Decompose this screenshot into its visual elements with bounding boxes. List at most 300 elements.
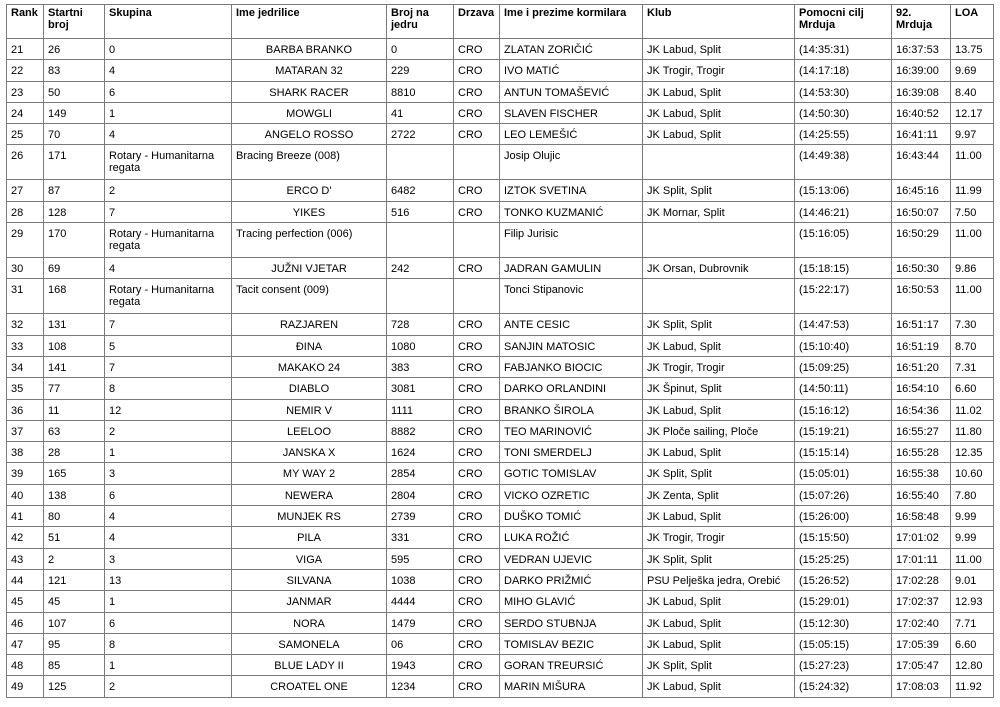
cell-aux-finish: (15:07:26) (795, 484, 892, 505)
header-row (7, 5, 994, 39)
cell-club: JK Labud, Split (643, 124, 795, 145)
cell-finish-time: 16:55:27 (892, 420, 951, 441)
cell-sail-number: 6482 (387, 180, 454, 201)
cell-club (643, 279, 795, 314)
cell-club: JK Labud, Split (643, 39, 795, 60)
cell-loa: 13.75 (951, 39, 994, 60)
cell-boat-name: CROATEL ONE (232, 676, 387, 697)
cell-helmsman: GORAN TREURSIĆ (500, 655, 643, 676)
cell-group: 8 (105, 633, 232, 654)
cell-group: 4 (105, 124, 232, 145)
cell-loa: 12.93 (951, 591, 994, 612)
cell-boat-name: Tacit consent (009) (232, 279, 387, 314)
cell-country: CRO (454, 676, 500, 697)
cell-sail-number: 2739 (387, 506, 454, 527)
cell-group: 6 (105, 484, 232, 505)
cell-helmsman: LUKA ROŽIĆ (500, 527, 643, 548)
cell-start-number: 171 (44, 145, 105, 180)
cell-group: 7 (105, 356, 232, 377)
cell-sail-number: 3081 (387, 378, 454, 399)
cell-loa: 7.50 (951, 201, 994, 222)
cell-club: JK Labud, Split (643, 81, 795, 102)
table-row (7, 506, 994, 527)
cell-rank: 37 (7, 420, 44, 441)
cell-finish-time: 16:41:11 (892, 124, 951, 145)
cell-helmsman: MIHO GLAVIĆ (500, 591, 643, 612)
header-club: Klub (643, 5, 795, 39)
cell-country: CRO (454, 124, 500, 145)
cell-finish-time: 16:55:28 (892, 442, 951, 463)
cell-sail-number: 2722 (387, 124, 454, 145)
cell-aux-finish: (14:46:21) (795, 201, 892, 222)
table-row (7, 569, 994, 590)
table-row (7, 81, 994, 102)
cell-helmsman: JADRAN GAMULIN (500, 258, 643, 279)
cell-club (643, 145, 795, 180)
cell-rank: 32 (7, 314, 44, 335)
cell-country: CRO (454, 60, 500, 81)
cell-sail-number: 1624 (387, 442, 454, 463)
cell-sail-number: 728 (387, 314, 454, 335)
cell-aux-finish: (15:25:25) (795, 548, 892, 569)
cell-country: CRO (454, 81, 500, 102)
cell-sail-number (387, 279, 454, 314)
cell-club: PSU Pelješka jedra, Orebić (643, 569, 795, 590)
cell-country: CRO (454, 612, 500, 633)
cell-country: CRO (454, 655, 500, 676)
cell-start-number: 131 (44, 314, 105, 335)
cell-start-number: 165 (44, 463, 105, 484)
cell-country: CRO (454, 314, 500, 335)
cell-aux-finish: (14:53:30) (795, 81, 892, 102)
cell-helmsman: DUŠKO TOMIĆ (500, 506, 643, 527)
cell-country (454, 145, 500, 180)
cell-aux-finish: (14:35:31) (795, 39, 892, 60)
cell-helmsman: TOMISLAV BEZIC (500, 633, 643, 654)
cell-finish-time: 16:54:10 (892, 378, 951, 399)
cell-aux-finish: (15:12:30) (795, 612, 892, 633)
cell-loa: 11.92 (951, 676, 994, 697)
cell-country: CRO (454, 463, 500, 484)
cell-club: JK Labud, Split (643, 612, 795, 633)
header-start-number: Startni broj (44, 5, 105, 39)
cell-loa: 9.86 (951, 258, 994, 279)
cell-rank: 34 (7, 356, 44, 377)
cell-finish-time: 16:58:48 (892, 506, 951, 527)
cell-country: CRO (454, 591, 500, 612)
results-table (6, 4, 994, 698)
table-row (7, 180, 994, 201)
cell-rank: 44 (7, 569, 44, 590)
cell-club: JK Labud, Split (643, 399, 795, 420)
cell-country: CRO (454, 569, 500, 590)
cell-start-number: 138 (44, 484, 105, 505)
cell-group: 0 (105, 39, 232, 60)
cell-sail-number: 06 (387, 633, 454, 654)
header-loa: LOA (951, 5, 994, 39)
cell-helmsman: Tonci Stipanovic (500, 279, 643, 314)
cell-start-number: 108 (44, 335, 105, 356)
cell-rank: 49 (7, 676, 44, 697)
cell-aux-finish: (15:26:00) (795, 506, 892, 527)
cell-boat-name: SILVANA (232, 569, 387, 590)
cell-aux-finish: (15:26:52) (795, 569, 892, 590)
cell-sail-number: 1479 (387, 612, 454, 633)
cell-sail-number: 2854 (387, 463, 454, 484)
cell-aux-finish: (14:47:53) (795, 314, 892, 335)
cell-group: 2 (105, 676, 232, 697)
cell-finish-time: 16:39:00 (892, 60, 951, 81)
cell-rank: 31 (7, 279, 44, 314)
cell-loa: 7.31 (951, 356, 994, 377)
cell-boat-name: YIKES (232, 201, 387, 222)
cell-helmsman: SANJIN MATOSIC (500, 335, 643, 356)
cell-boat-name: PILA (232, 527, 387, 548)
cell-club: JK Split, Split (643, 655, 795, 676)
cell-group: 6 (105, 81, 232, 102)
table-row (7, 60, 994, 81)
cell-rank: 25 (7, 124, 44, 145)
cell-group: 1 (105, 102, 232, 123)
cell-start-number: 69 (44, 258, 105, 279)
cell-finish-time: 16:37:53 (892, 39, 951, 60)
cell-sail-number: 229 (387, 60, 454, 81)
cell-country: CRO (454, 335, 500, 356)
cell-group: 4 (105, 506, 232, 527)
cell-group: 13 (105, 569, 232, 590)
cell-aux-finish: (15:15:50) (795, 527, 892, 548)
table-row (7, 102, 994, 123)
cell-helmsman: VEDRAN UJEVIC (500, 548, 643, 569)
cell-finish-time: 16:55:40 (892, 484, 951, 505)
cell-club: JK Split, Split (643, 314, 795, 335)
cell-rank: 40 (7, 484, 44, 505)
cell-group: 7 (105, 314, 232, 335)
cell-club: JK Labud, Split (643, 335, 795, 356)
cell-club: JK Trogir, Trogir (643, 356, 795, 377)
header-sail-number: Broj na jedru (387, 5, 454, 39)
cell-club: JK Trogir, Trogir (643, 60, 795, 81)
cell-rank: 43 (7, 548, 44, 569)
cell-aux-finish: (14:49:38) (795, 145, 892, 180)
cell-start-number: 77 (44, 378, 105, 399)
cell-finish-time: 16:40:52 (892, 102, 951, 123)
cell-finish-time: 17:02:28 (892, 569, 951, 590)
cell-sail-number: 331 (387, 527, 454, 548)
cell-group: Rotary - Humanitarna regata (105, 145, 232, 180)
cell-club: JK Split, Split (643, 548, 795, 569)
cell-helmsman: MARIN MIŠURA (500, 676, 643, 697)
header-country: Drzava (454, 5, 500, 39)
cell-rank: 35 (7, 378, 44, 399)
cell-country: CRO (454, 180, 500, 201)
cell-boat-name: JANSKA X (232, 442, 387, 463)
table-row (7, 356, 994, 377)
cell-aux-finish: (15:16:12) (795, 399, 892, 420)
cell-group: 6 (105, 612, 232, 633)
cell-sail-number (387, 145, 454, 180)
cell-boat-name: RAZJAREN (232, 314, 387, 335)
cell-helmsman: TEO MARINOVIĆ (500, 420, 643, 441)
cell-country: CRO (454, 484, 500, 505)
cell-helmsman: SERDO STUBNJA (500, 612, 643, 633)
cell-aux-finish: (15:15:14) (795, 442, 892, 463)
header-boat-name: Ime jedrilice (232, 5, 387, 39)
cell-sail-number: 1080 (387, 335, 454, 356)
cell-boat-name: NEWERA (232, 484, 387, 505)
cell-country: CRO (454, 420, 500, 441)
cell-club: JK Špinut, Split (643, 378, 795, 399)
cell-loa: 8.70 (951, 335, 994, 356)
cell-rank: 26 (7, 145, 44, 180)
cell-helmsman: IVO MATIĆ (500, 60, 643, 81)
table-row (7, 676, 994, 697)
cell-country: CRO (454, 201, 500, 222)
cell-aux-finish: (15:16:05) (795, 223, 892, 258)
cell-country: CRO (454, 102, 500, 123)
cell-helmsman: DARKO PRIŽMIĆ (500, 569, 643, 590)
cell-aux-finish: (14:17:18) (795, 60, 892, 81)
table-row (7, 258, 994, 279)
table-row (7, 463, 994, 484)
table-row (7, 527, 994, 548)
cell-group: 2 (105, 420, 232, 441)
cell-finish-time: 17:05:39 (892, 633, 951, 654)
cell-sail-number: 8882 (387, 420, 454, 441)
table-row (7, 420, 994, 441)
cell-aux-finish: (15:24:32) (795, 676, 892, 697)
cell-sail-number: 0 (387, 39, 454, 60)
cell-boat-name: VIGA (232, 548, 387, 569)
cell-loa: 7.71 (951, 612, 994, 633)
cell-boat-name: MOWGLI (232, 102, 387, 123)
cell-start-number: 168 (44, 279, 105, 314)
cell-rank: 23 (7, 81, 44, 102)
table-row (7, 548, 994, 569)
cell-loa: 9.01 (951, 569, 994, 590)
cell-rank: 46 (7, 612, 44, 633)
cell-aux-finish: (15:13:06) (795, 180, 892, 201)
cell-sail-number: 1234 (387, 676, 454, 697)
cell-group: 8 (105, 378, 232, 399)
cell-group: 12 (105, 399, 232, 420)
table-row (7, 378, 994, 399)
cell-country: CRO (454, 356, 500, 377)
table-row (7, 335, 994, 356)
cell-finish-time: 17:02:37 (892, 591, 951, 612)
cell-club: JK Labud, Split (643, 442, 795, 463)
cell-loa: 10.60 (951, 463, 994, 484)
cell-sail-number: 1943 (387, 655, 454, 676)
cell-group: 4 (105, 527, 232, 548)
cell-loa: 9.97 (951, 124, 994, 145)
cell-boat-name: MY WAY 2 (232, 463, 387, 484)
cell-start-number: 80 (44, 506, 105, 527)
cell-club: JK Labud, Split (643, 676, 795, 697)
cell-aux-finish: (15:05:15) (795, 633, 892, 654)
cell-group: Rotary - Humanitarna regata (105, 279, 232, 314)
cell-club: JK Labud, Split (643, 506, 795, 527)
cell-group: 7 (105, 201, 232, 222)
cell-start-number: 95 (44, 633, 105, 654)
cell-rank: 30 (7, 258, 44, 279)
cell-boat-name: ANGELO ROSSO (232, 124, 387, 145)
cell-start-number: 107 (44, 612, 105, 633)
table-row (7, 223, 994, 258)
cell-group: 5 (105, 335, 232, 356)
cell-country: CRO (454, 633, 500, 654)
cell-finish-time: 16:50:30 (892, 258, 951, 279)
cell-club: JK Orsan, Dubrovnik (643, 258, 795, 279)
cell-aux-finish: (15:22:17) (795, 279, 892, 314)
table-row (7, 39, 994, 60)
cell-group: 1 (105, 591, 232, 612)
cell-aux-finish: (15:27:23) (795, 655, 892, 676)
cell-start-number: 26 (44, 39, 105, 60)
cell-loa: 11.00 (951, 223, 994, 258)
header-helmsman: Ime i prezime kormilara (500, 5, 643, 39)
cell-start-number: 128 (44, 201, 105, 222)
cell-finish-time: 17:08:03 (892, 676, 951, 697)
table-row (7, 145, 994, 180)
cell-club: JK Ploče sailing, Ploče (643, 420, 795, 441)
cell-boat-name: BLUE LADY II (232, 655, 387, 676)
cell-start-number: 83 (44, 60, 105, 81)
cell-country: CRO (454, 378, 500, 399)
table-row (7, 612, 994, 633)
cell-aux-finish: (14:50:11) (795, 378, 892, 399)
cell-start-number: 70 (44, 124, 105, 145)
cell-boat-name: BARBA BRANKO (232, 39, 387, 60)
cell-boat-name: Bracing Breeze (008) (232, 145, 387, 180)
cell-start-number: 45 (44, 591, 105, 612)
cell-rank: 28 (7, 201, 44, 222)
cell-start-number: 141 (44, 356, 105, 377)
cell-club: JK Trogir, Trogir (643, 527, 795, 548)
cell-helmsman: BRANKO ŠIROLA (500, 399, 643, 420)
cell-aux-finish: (15:05:01) (795, 463, 892, 484)
cell-boat-name: Tracing perfection (006) (232, 223, 387, 258)
cell-helmsman: VICKO OZRETIC (500, 484, 643, 505)
cell-rank: 41 (7, 506, 44, 527)
cell-boat-name: SHARK RACER (232, 81, 387, 102)
cell-start-number: 149 (44, 102, 105, 123)
cell-loa: 11.00 (951, 145, 994, 180)
cell-group: 3 (105, 463, 232, 484)
header-rank: Rank (7, 5, 44, 39)
cell-sail-number (387, 223, 454, 258)
cell-helmsman: Josip Olujic (500, 145, 643, 180)
cell-boat-name: SAMONELA (232, 633, 387, 654)
cell-helmsman: TONKO KUZMANIĆ (500, 201, 643, 222)
cell-start-number: 121 (44, 569, 105, 590)
cell-club: JK Zenta, Split (643, 484, 795, 505)
cell-sail-number: 383 (387, 356, 454, 377)
cell-rank: 29 (7, 223, 44, 258)
header-aux-finish: Pomocni cilj Mrduja (795, 5, 892, 39)
cell-helmsman: GOTIC TOMISLAV (500, 463, 643, 484)
cell-group: 3 (105, 548, 232, 569)
cell-rank: 42 (7, 527, 44, 548)
cell-rank: 39 (7, 463, 44, 484)
table-row (7, 484, 994, 505)
cell-loa: 7.80 (951, 484, 994, 505)
cell-loa: 6.60 (951, 378, 994, 399)
cell-country: CRO (454, 258, 500, 279)
cell-sail-number: 242 (387, 258, 454, 279)
cell-finish-time: 17:01:02 (892, 527, 951, 548)
cell-finish-time: 16:50:53 (892, 279, 951, 314)
cell-helmsman: LEO LEMEŠIĆ (500, 124, 643, 145)
cell-club (643, 223, 795, 258)
cell-helmsman: ZLATAN ZORIČIĆ (500, 39, 643, 60)
cell-country (454, 279, 500, 314)
cell-loa: 6.60 (951, 633, 994, 654)
cell-loa: 9.99 (951, 527, 994, 548)
cell-helmsman: ANTE CESIC (500, 314, 643, 335)
cell-finish-time: 16:50:29 (892, 223, 951, 258)
header-finish-time: 92. Mrduja (892, 5, 951, 39)
cell-finish-time: 17:05:47 (892, 655, 951, 676)
cell-boat-name: ERCO D' (232, 180, 387, 201)
cell-loa: 12.35 (951, 442, 994, 463)
cell-helmsman: FABJANKO BIOCIC (500, 356, 643, 377)
cell-helmsman: ANTUN TOMAŠEVIĆ (500, 81, 643, 102)
cell-group: 4 (105, 258, 232, 279)
cell-aux-finish: (14:50:30) (795, 102, 892, 123)
cell-loa: 11.99 (951, 180, 994, 201)
cell-sail-number: 516 (387, 201, 454, 222)
cell-boat-name: MATARAN 32 (232, 60, 387, 81)
cell-start-number: 28 (44, 442, 105, 463)
cell-boat-name: JANMAR (232, 591, 387, 612)
cell-aux-finish: (15:10:40) (795, 335, 892, 356)
cell-aux-finish: (15:18:15) (795, 258, 892, 279)
cell-start-number: 11 (44, 399, 105, 420)
cell-loa: 12.17 (951, 102, 994, 123)
cell-finish-time: 16:39:08 (892, 81, 951, 102)
cell-boat-name: NEMIR V (232, 399, 387, 420)
cell-aux-finish: (15:19:21) (795, 420, 892, 441)
cell-start-number: 125 (44, 676, 105, 697)
cell-country: CRO (454, 399, 500, 420)
cell-finish-time: 16:50:07 (892, 201, 951, 222)
cell-start-number: 63 (44, 420, 105, 441)
cell-helmsman: Filip Jurisic (500, 223, 643, 258)
table-row (7, 399, 994, 420)
cell-finish-time: 17:02:40 (892, 612, 951, 633)
cell-aux-finish: (14:25:55) (795, 124, 892, 145)
cell-finish-time: 16:43:44 (892, 145, 951, 180)
cell-rank: 36 (7, 399, 44, 420)
cell-sail-number: 4444 (387, 591, 454, 612)
cell-finish-time: 16:51:17 (892, 314, 951, 335)
cell-start-number: 50 (44, 81, 105, 102)
cell-sail-number: 1038 (387, 569, 454, 590)
table-row (7, 314, 994, 335)
cell-loa: 9.99 (951, 506, 994, 527)
cell-boat-name: JUŽNI VJETAR (232, 258, 387, 279)
cell-club: JK Labud, Split (643, 633, 795, 654)
cell-start-number: 85 (44, 655, 105, 676)
cell-loa: 12.80 (951, 655, 994, 676)
cell-country: CRO (454, 548, 500, 569)
cell-rank: 38 (7, 442, 44, 463)
table-row (7, 124, 994, 145)
cell-group: 1 (105, 442, 232, 463)
cell-boat-name: DIABLO (232, 378, 387, 399)
cell-loa: 9.69 (951, 60, 994, 81)
